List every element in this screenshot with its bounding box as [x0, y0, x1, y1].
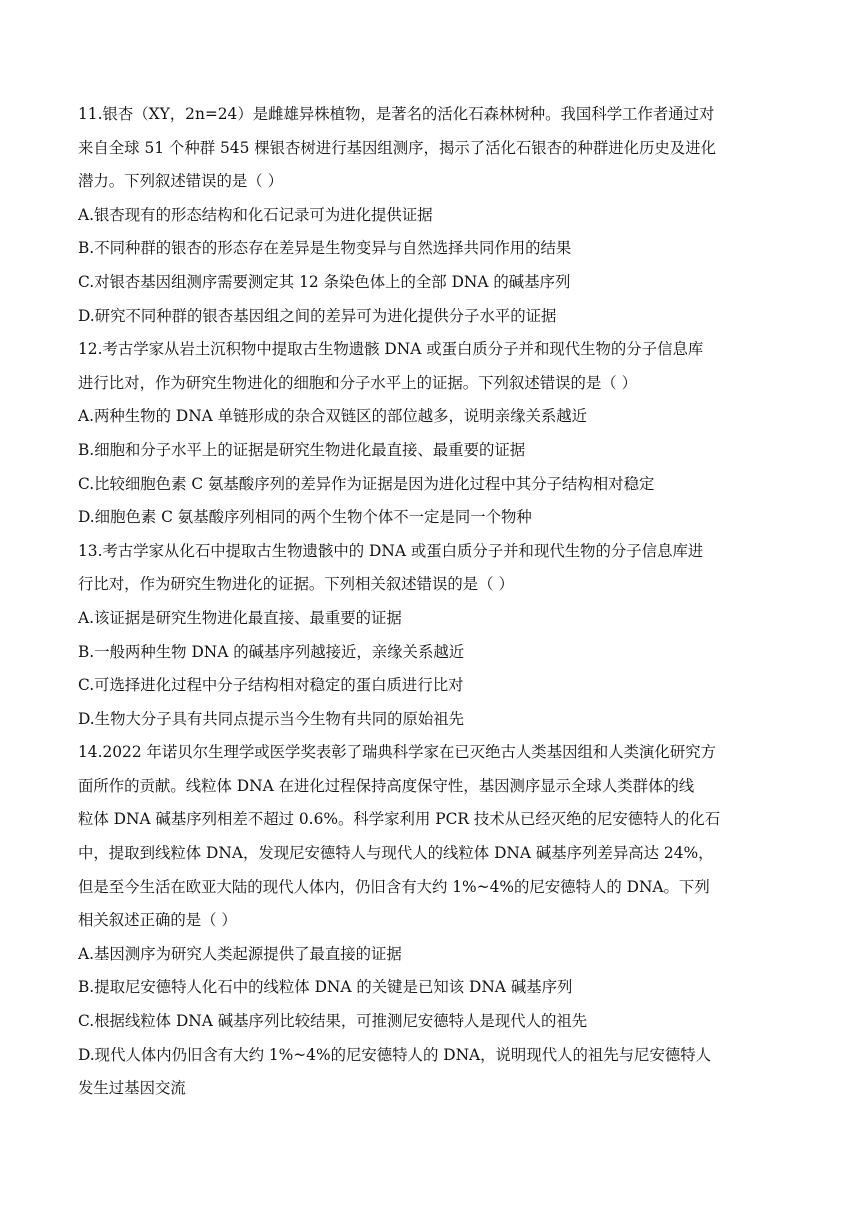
option-c: C.可选择进化过程中分子结构相对稳定的蛋白质进行比对 — [78, 676, 464, 695]
option-b: B.不同种群的银杏的形态存在差异是生物变异与自然选择共同作用的结果 — [78, 239, 572, 258]
option-c: C.根据线粒体 DNA 碱基序列比较结果，可推测尼安德特人是现代人的祖先 — [78, 1012, 588, 1031]
option-c: C.比较细胞色素 C 氨基酸序列的差异作为证据是因为进化过程中其分子结构相对稳定 — [78, 474, 655, 493]
question-stem-line: 粒体 DNA 碱基序列相差不超过 0.6%。科学家利用 PCR 技术从已经灭绝的尼安德特人的化石 — [78, 810, 721, 829]
option-d: D.现代人体内仍旧含有大约 1%~4%的尼安德特人的 DNA，说明现代人的祖先与尼安德特人 — [78, 1045, 712, 1064]
question-stem-line: 潜力。下列叙述错误的是（ ） — [78, 172, 283, 191]
option-a: A.两种生物的 DNA 单链形成的杂合双链区的部位越多，说明亲缘关系越近 — [78, 407, 588, 426]
question-stem-line: 行比对，作为研究生物进化的证据。下列相关叙述错误的是（ ） — [78, 575, 514, 594]
option-b: B.细胞和分子水平上的证据是研究生物进化最直接、最重要的证据 — [78, 440, 526, 459]
option-d: D.生物大分子具有共同点提示当今生物有共同的原始祖先 — [78, 709, 465, 728]
question-stem-line: 面所作的贡献。线粒体 DNA 在进化过程保持高度保守性，基因测序显示全球人类群体的线 — [78, 776, 695, 795]
option-c: C.对银杏基因组测序需要测定其 12 条染色体上的全部 DNA 的碱基序列 — [78, 272, 571, 291]
option-b: B.提取尼安德特人化石中的线粒体 DNA 的关键是已知该 DNA 碱基序列 — [78, 978, 573, 997]
option-d: D.研究不同种群的银杏基因组之间的差异可为进化提供分子水平的证据 — [78, 306, 557, 325]
question-stem-line: 相关叙述正确的是（ ） — [78, 911, 237, 930]
question-stem-line: 但是至今生活在欧亚大陆的现代人体内，仍旧含有大约 1%~4%的尼安德特人的 DNA。下列 — [78, 877, 710, 896]
option-a: A.基因测序为研究人类起源提供了最直接的证据 — [78, 944, 402, 963]
question-stem-line: 中，提取到线粒体 DNA，发现尼安德特人与现代人的线粒体 DNA 碱基序列差异高达 24%， — [78, 844, 714, 863]
option-a: A.银杏现有的形态结构和化石记录可为进化提供证据 — [78, 205, 433, 224]
question-13 — [78, 535, 788, 737]
question-stem-line: 12.考古学家从岩土沉积物中提取古生物遗骸 DNA 或蛋白质分子并和现代生物的分子信息库 — [78, 340, 704, 359]
question-stem-line: 来自全球 51 个种群 545 棵银杏树进行基因组测序，揭示了活化石银杏的种群进化历史及进化 — [78, 138, 716, 157]
question-12 — [78, 333, 788, 535]
question-14 — [78, 736, 788, 1106]
exam-page — [78, 98, 788, 1106]
option-d-continuation: 发生过基因交流 — [78, 1079, 186, 1098]
question-stem-line: 11.银杏（XY，2n=24）是雌雄异株植物，是著名的活化石森林树种。我国科学工作者通过对 — [78, 105, 715, 123]
option-a: A.该证据是研究生物进化最直接、最重要的证据 — [78, 608, 402, 627]
option-b: B.一般两种生物 DNA 的碱基序列越接近，亲缘关系越近 — [78, 642, 465, 661]
question-stem-line: 进行比对，作为研究生物进化的细胞和分子水平上的证据。下列叙述错误的是（ ） — [78, 373, 637, 392]
question-11 — [78, 98, 788, 333]
question-stem-line: 14.2022 年诺贝尔生理学或医学奖表彰了瑞典科学家在已灭绝古人类基因组和人类演化研究方 — [78, 743, 716, 762]
option-d: D.细胞色素 C 氨基酸序列相同的两个生物个体不一定是同一个物种 — [78, 508, 532, 527]
question-stem-line: 13.考古学家从化石中提取古生物遗骸中的 DNA 或蛋白质分子并和现代生物的分子信息库进 — [78, 541, 704, 560]
